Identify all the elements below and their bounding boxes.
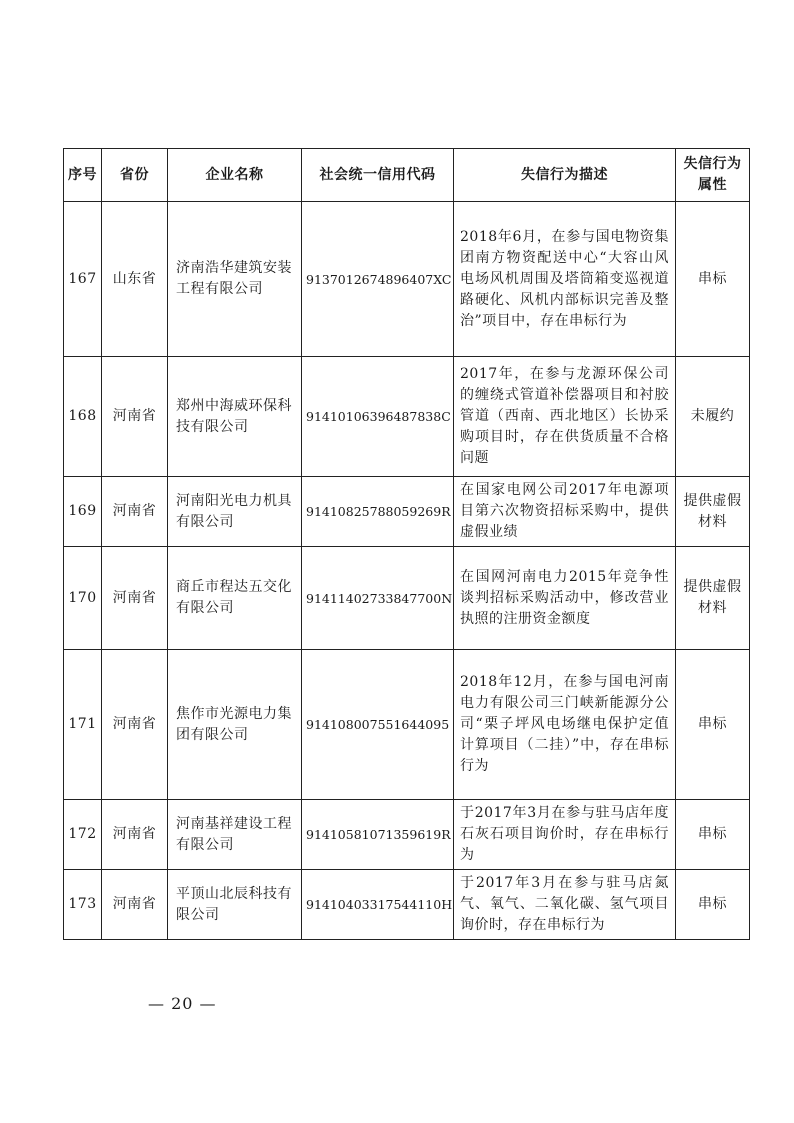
cell-attr: 提供虚假材料 bbox=[676, 477, 750, 547]
cell-province: 河南省 bbox=[102, 650, 168, 800]
cell-attr: 串标 bbox=[676, 202, 750, 357]
cell-desc: 于2017年3月在参与驻马店年度石灰石项目询价时，存在串标行为 bbox=[454, 800, 676, 870]
dishonest-enterprises-table bbox=[63, 148, 750, 940]
cell-seq: 173 bbox=[64, 870, 102, 940]
cell-seq: 168 bbox=[64, 357, 102, 477]
cell-company: 济南浩华建筑安装工程有限公司 bbox=[168, 202, 302, 357]
cell-company: 商丘市程达五交化有限公司 bbox=[168, 547, 302, 650]
cell-code: 9137012674896407XC bbox=[302, 202, 454, 357]
header-seq: 序号 bbox=[64, 149, 102, 202]
table-row bbox=[64, 870, 750, 940]
cell-code: 91410581071359619R bbox=[302, 800, 454, 870]
cell-seq: 170 bbox=[64, 547, 102, 650]
cell-code: 91411402733847700N bbox=[302, 547, 454, 650]
header-row bbox=[64, 149, 750, 202]
cell-province: 河南省 bbox=[102, 477, 168, 547]
cell-company: 河南阳光电力机具有限公司 bbox=[168, 477, 302, 547]
header-company: 企业名称 bbox=[168, 149, 302, 202]
cell-province: 河南省 bbox=[102, 357, 168, 477]
cell-desc: 2017年，在参与龙源环保公司的缠绕式管道补偿器项目和衬胶管道（西南、西北地区）长协采购项目时，存在供货质量不合格问题 bbox=[454, 357, 676, 477]
cell-desc: 于2017年3月在参与驻马店氮气、氧气、二氧化碳、氢气项目询价时，存在串标行为 bbox=[454, 870, 676, 940]
cell-desc: 在国网河南电力2015年竞争性谈判招标采购活动中，修改营业执照的注册资金额度 bbox=[454, 547, 676, 650]
table-row bbox=[64, 650, 750, 800]
table-row bbox=[64, 202, 750, 357]
cell-desc: 2018年12月，在参与国电河南电力有限公司三门峡新能源分公司“栗子坪风电场继电保护定值计算项目（二挂）”中，存在串标行为 bbox=[454, 650, 676, 800]
cell-company: 平顶山北辰科技有限公司 bbox=[168, 870, 302, 940]
table-row bbox=[64, 357, 750, 477]
cell-attr: 串标 bbox=[676, 650, 750, 800]
header-code: 社会统一信用代码 bbox=[302, 149, 454, 202]
table-row bbox=[64, 477, 750, 547]
cell-desc: 在国家电网公司2017年电源项目第六次物资招标采购中，提供虚假业绩 bbox=[454, 477, 676, 547]
cell-seq: 167 bbox=[64, 202, 102, 357]
cell-attr: 串标 bbox=[676, 800, 750, 870]
table-row bbox=[64, 547, 750, 650]
cell-desc: 2018年6月，在参与国电物资集团南方物资配送中心“大容山风电场风机周围及塔筒箱变巡视道路硬化、风机内部标识完善及整治”项目中，存在串标行为 bbox=[454, 202, 676, 357]
cell-seq: 171 bbox=[64, 650, 102, 800]
header-desc: 失信行为描述 bbox=[454, 149, 676, 202]
page-number: — 20 — bbox=[148, 994, 217, 1013]
cell-province: 河南省 bbox=[102, 870, 168, 940]
cell-attr: 提供虚假材料 bbox=[676, 547, 750, 650]
cell-attr: 串标 bbox=[676, 870, 750, 940]
cell-code: 914108007551644095 bbox=[302, 650, 454, 800]
header-attr: 失信行为属性 bbox=[676, 149, 750, 202]
cell-province: 河南省 bbox=[102, 547, 168, 650]
cell-code: 9141082578805926​9R bbox=[302, 477, 454, 547]
cell-code: 91410106396487838C bbox=[302, 357, 454, 477]
cell-province: 山东省 bbox=[102, 202, 168, 357]
cell-province: 河南省 bbox=[102, 800, 168, 870]
table-row bbox=[64, 800, 750, 870]
cell-company: 郑州中海威环保科技有限公司 bbox=[168, 357, 302, 477]
cell-company: 河南基祥建设工程有限公司 bbox=[168, 800, 302, 870]
cell-attr: 未履约 bbox=[676, 357, 750, 477]
cell-code: 91410403317544110H bbox=[302, 870, 454, 940]
cell-seq: 169 bbox=[64, 477, 102, 547]
header-province: 省份 bbox=[102, 149, 168, 202]
cell-company: 焦作市光源电力集团有限公司 bbox=[168, 650, 302, 800]
cell-seq: 172 bbox=[64, 800, 102, 870]
